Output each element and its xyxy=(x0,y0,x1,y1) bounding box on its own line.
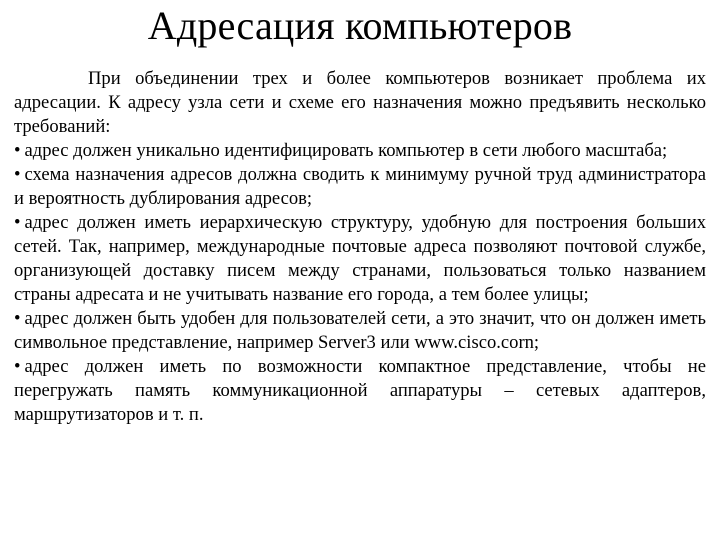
bullet-text-unique: адрес должен уникально идентифицировать компьютер в сети любого масштаба; xyxy=(24,140,668,161)
bullet-icon: • xyxy=(14,164,21,185)
bullet-text-symbolic: адрес должен быть удобен для пользователей сети, а это значит, что он должен иметь символьное представление, например Server3 или www.cisco.corn; xyxy=(14,308,706,353)
bullet-icon: • xyxy=(14,308,21,329)
bullet-text-assignment: схема назначения адресов должна сводить к минимуму ручной труд администратора и вероятность дублирования адресов; xyxy=(14,164,706,209)
bullet-text-compact: адрес должен иметь по возможности компактное представление, чтобы не перегружать память коммуникационной аппаратуры – сетевых адаптеров, маршрутизаторов и т. п. xyxy=(14,356,706,425)
bullet-text-hierarchy: адрес должен иметь иерархическую структуру, удобную для построения больших сетей. Так, например, международные почтовые адреса позволяют почтовой службе, организующей доставку писем между странами, пользоваться только названием страны адресата и не учитывать название его города, а тем более улицы; xyxy=(14,212,706,305)
bullet-icon: • xyxy=(14,356,21,377)
bullet-icon: • xyxy=(14,140,21,161)
bullet-icon: • xyxy=(14,212,21,233)
slide-body xyxy=(14,67,706,427)
bullet-item-symbolic xyxy=(14,307,706,355)
slide-title: Адресация компьютеров xyxy=(147,3,573,48)
bullet-item-unique xyxy=(14,139,706,163)
bullet-item-hierarchy xyxy=(14,211,706,307)
bullet-item-assignment xyxy=(14,163,706,211)
intro-paragraph: При объединении трех и более компьютеров возникает проблема их адресации. К адресу узла сети и схеме его назначения можно предъявить несколько требований: xyxy=(14,68,706,137)
bullet-item-compact xyxy=(14,355,706,427)
